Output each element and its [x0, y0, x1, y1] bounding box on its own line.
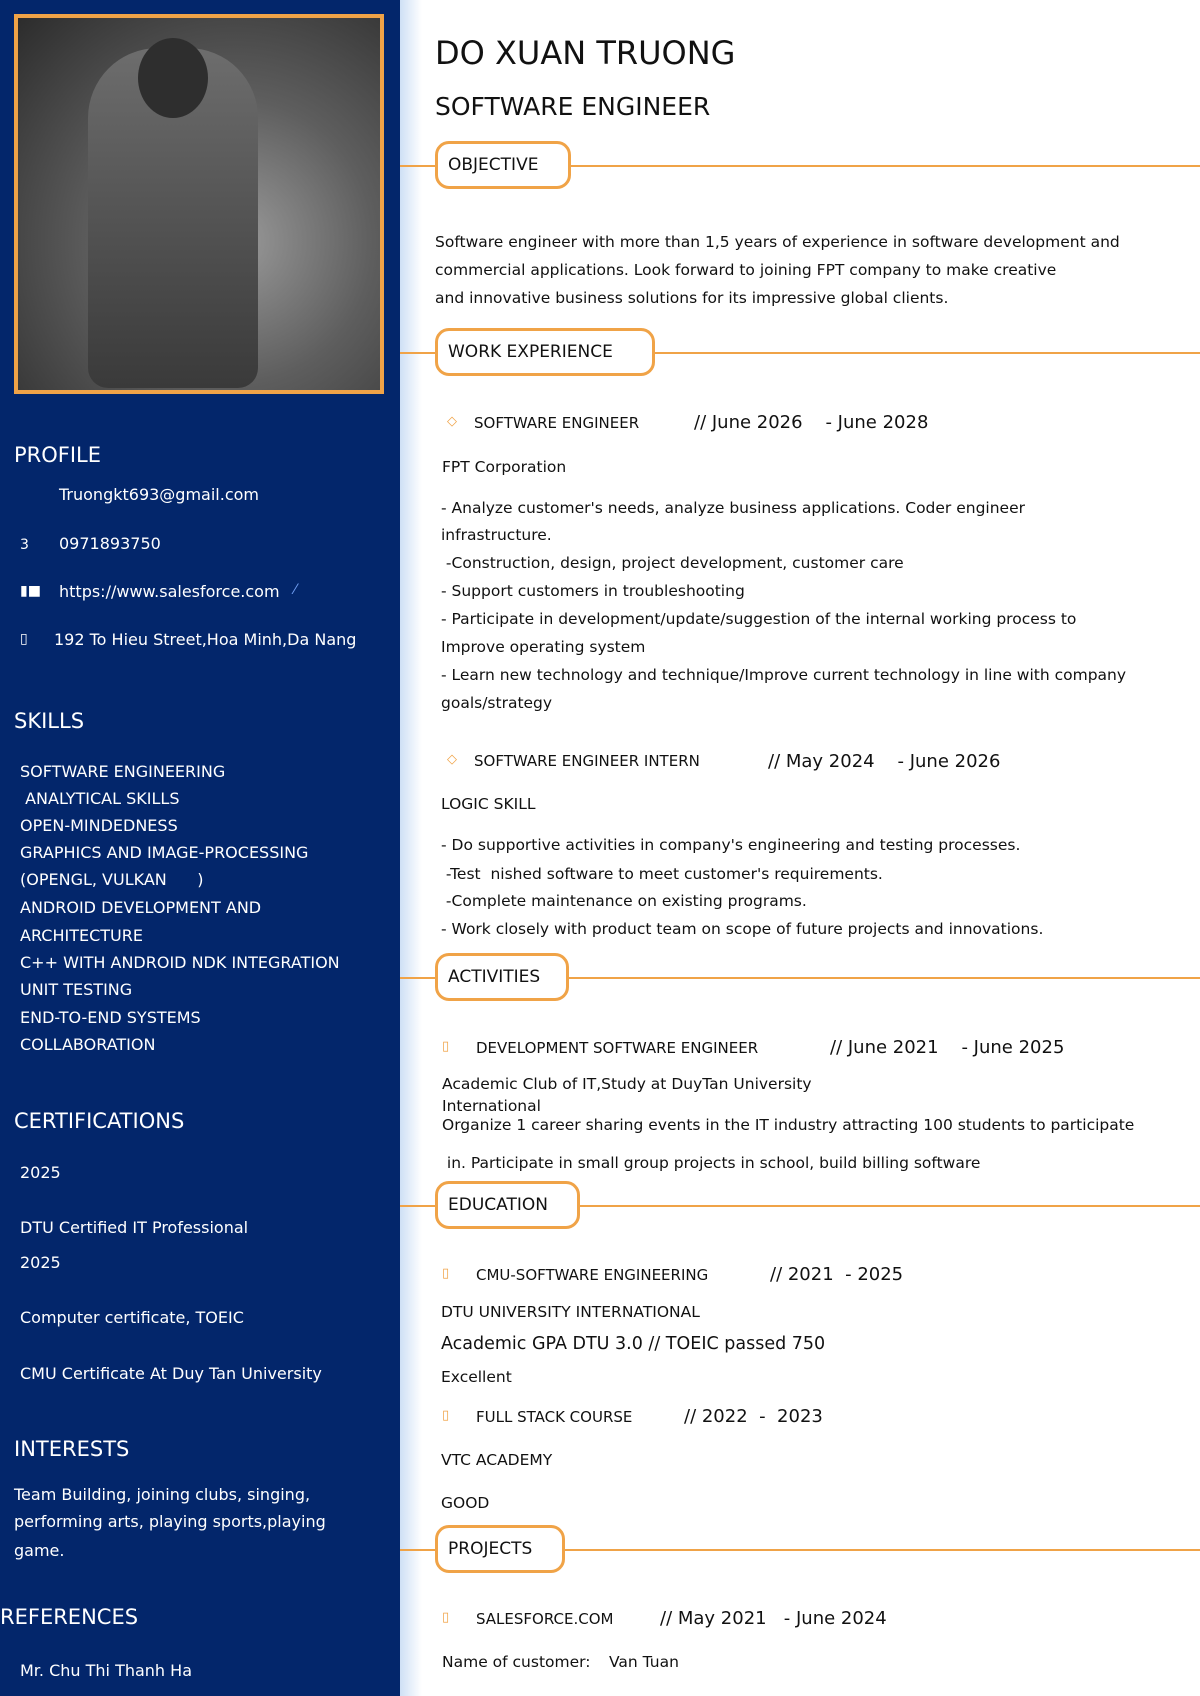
skill-item: OPEN-MINDEDNESS: [20, 816, 178, 835]
job-title: SOFTWARE ENGINEER: [474, 414, 640, 432]
candidate-name: DO XUAN TRUONG: [435, 34, 736, 72]
email-link[interactable]: Truongkt693@gmail.com: [59, 485, 259, 504]
job-company: FPT Corporation: [442, 458, 567, 476]
job-bullet-icon: ◇: [447, 414, 457, 429]
education-heading: EDUCATION: [435, 1181, 580, 1229]
project-date: // May 2021 - June 2024: [660, 1608, 887, 1629]
objective-line: Software engineer with more than 1,5 years of experience in software development and: [435, 233, 1120, 251]
candidate-role: SOFTWARE ENGINEER: [435, 92, 711, 121]
phone-number: 0971893750: [59, 534, 161, 553]
profile-photo: [14, 14, 384, 394]
job-duty: -Test nished software to meet customer's requirements.: [441, 865, 883, 883]
project-bullet-icon: ▯: [442, 1610, 450, 1625]
education-school: VTC ACADEMY: [441, 1451, 553, 1469]
skill-item: SOFTWARE ENGINEERING: [20, 762, 226, 781]
interests-heading: INTERESTS: [14, 1437, 130, 1461]
references-heading: REFERENCES: [0, 1605, 139, 1629]
education-date: // 2021 - 2025: [770, 1264, 904, 1285]
skill-item: COLLABORATION: [20, 1035, 156, 1054]
briefcase-icon: ▮■: [20, 583, 41, 599]
job-duty: goals/strategy: [441, 694, 553, 712]
project-title: SALESFORCE.COM: [476, 1610, 614, 1628]
education-grade: GOOD: [441, 1494, 490, 1512]
skill-item: (OPENGL, VULKAN ): [20, 870, 204, 889]
interests-line: performing arts, playing sports,playing: [14, 1512, 326, 1531]
job-duty: - Learn new technology and technique/Improve current technology in line with company: [441, 666, 1127, 684]
education-grade: Excellent: [441, 1368, 512, 1386]
job-duty: - Participate in development/update/suggestion of the internal working process to: [441, 610, 1077, 628]
reference-person: Mr. Chu Thi Thanh Ha: [20, 1661, 192, 1680]
education-bullet-icon: ▯: [442, 1266, 450, 1281]
job-date: // June 2026 - June 2028: [694, 412, 929, 433]
profile-heading: PROFILE: [14, 443, 102, 467]
objective-heading: OBJECTIVE: [435, 141, 571, 189]
skill-item: END-TO-END SYSTEMS: [20, 1008, 201, 1027]
website-link[interactable]: https://www.salesforce.com: [59, 582, 280, 601]
phone-icon: 3: [20, 537, 29, 553]
cert-item: Computer certificate, TOEIC: [20, 1308, 244, 1327]
address: 192 To Hieu Street,Hoa Minh,Da Nang: [54, 630, 357, 649]
education-bullet-icon: ▯: [442, 1408, 450, 1423]
job-duty: - Work closely with product team on scope of future projects and innovations.: [441, 920, 1044, 938]
job-company: LOGIC SKILL: [441, 795, 536, 813]
skill-item: ARCHITECTURE: [20, 926, 143, 945]
objective-line: commercial applications. Look forward to joining FPT company to make creative: [435, 261, 1057, 279]
education-date: // 2022 - 2023: [684, 1406, 823, 1427]
location-icon: ▯: [20, 631, 28, 647]
cert-year: 2025: [20, 1163, 61, 1182]
skill-item: UNIT TESTING: [20, 980, 133, 999]
activity-org: International: [442, 1097, 541, 1115]
skill-item: ANALYTICAL SKILLS: [20, 789, 180, 808]
job-duty: - Do supportive activities in company's engineering and testing processes.: [441, 836, 1021, 854]
pen-icon: ⁄: [294, 582, 297, 598]
job-duty: -Construction, design, project development, customer care: [441, 554, 904, 572]
work-experience-heading: WORK EXPERIENCE: [435, 328, 655, 376]
cert-item: CMU Certificate At Duy Tan University: [20, 1364, 322, 1383]
job-duty: infrastructure.: [441, 526, 552, 544]
customer-label: Name of customer:: [442, 1653, 591, 1671]
job-date: // May 2024 - June 2026: [768, 751, 1001, 772]
skill-item: C++ WITH ANDROID NDK INTEGRATION: [20, 953, 340, 972]
sidebar-shadow: [400, 0, 422, 1696]
education-title: CMU-SOFTWARE ENGINEERING: [476, 1266, 709, 1284]
activity-title: DEVELOPMENT SOFTWARE ENGINEER: [476, 1039, 759, 1057]
activity-description: in. Participate in small group projects in school, build billing software: [442, 1154, 981, 1172]
skills-heading: SKILLS: [14, 709, 85, 733]
activity-description: Organize 1 career sharing events in the IT industry attracting 100 students to participate: [442, 1116, 1135, 1134]
job-duty: -Complete maintenance on existing programs.: [441, 892, 807, 910]
education-school: DTU UNIVERSITY INTERNATIONAL: [441, 1303, 700, 1321]
job-duty: Improve operating system: [441, 638, 646, 656]
interests-line: Team Building, joining clubs, singing,: [14, 1485, 311, 1504]
cert-item: DTU Certified IT Professional: [20, 1218, 249, 1237]
cert-year: 2025: [20, 1253, 61, 1272]
education-gpa: Academic GPA DTU 3.0 // TOEIC passed 750: [441, 1334, 826, 1354]
objective-line: and innovative business solutions for its impressive global clients.: [435, 289, 949, 307]
customer-name: Van Tuan: [609, 1653, 679, 1671]
education-title: FULL STACK COURSE: [476, 1408, 633, 1426]
job-duty: - Analyze customer's needs, analyze business applications. Coder engineer: [441, 499, 1026, 517]
job-title: SOFTWARE ENGINEER INTERN: [474, 752, 700, 770]
interests-line: game.: [14, 1541, 65, 1560]
skill-item: GRAPHICS AND IMAGE-PROCESSING: [20, 843, 309, 862]
activity-bullet-icon: ▯: [442, 1039, 450, 1054]
activity-date: // June 2021 - June 2025: [830, 1037, 1065, 1058]
activities-heading: ACTIVITIES: [435, 953, 569, 1001]
activity-org: Academic Club of IT,Study at DuyTan University: [442, 1075, 812, 1093]
skill-item: ANDROID DEVELOPMENT AND: [20, 898, 262, 917]
job-bullet-icon: ◇: [447, 752, 457, 767]
projects-heading: PROJECTS: [435, 1525, 565, 1573]
job-duty: - Support customers in troubleshooting: [441, 582, 745, 600]
certifications-heading: CERTIFICATIONS: [14, 1109, 185, 1133]
